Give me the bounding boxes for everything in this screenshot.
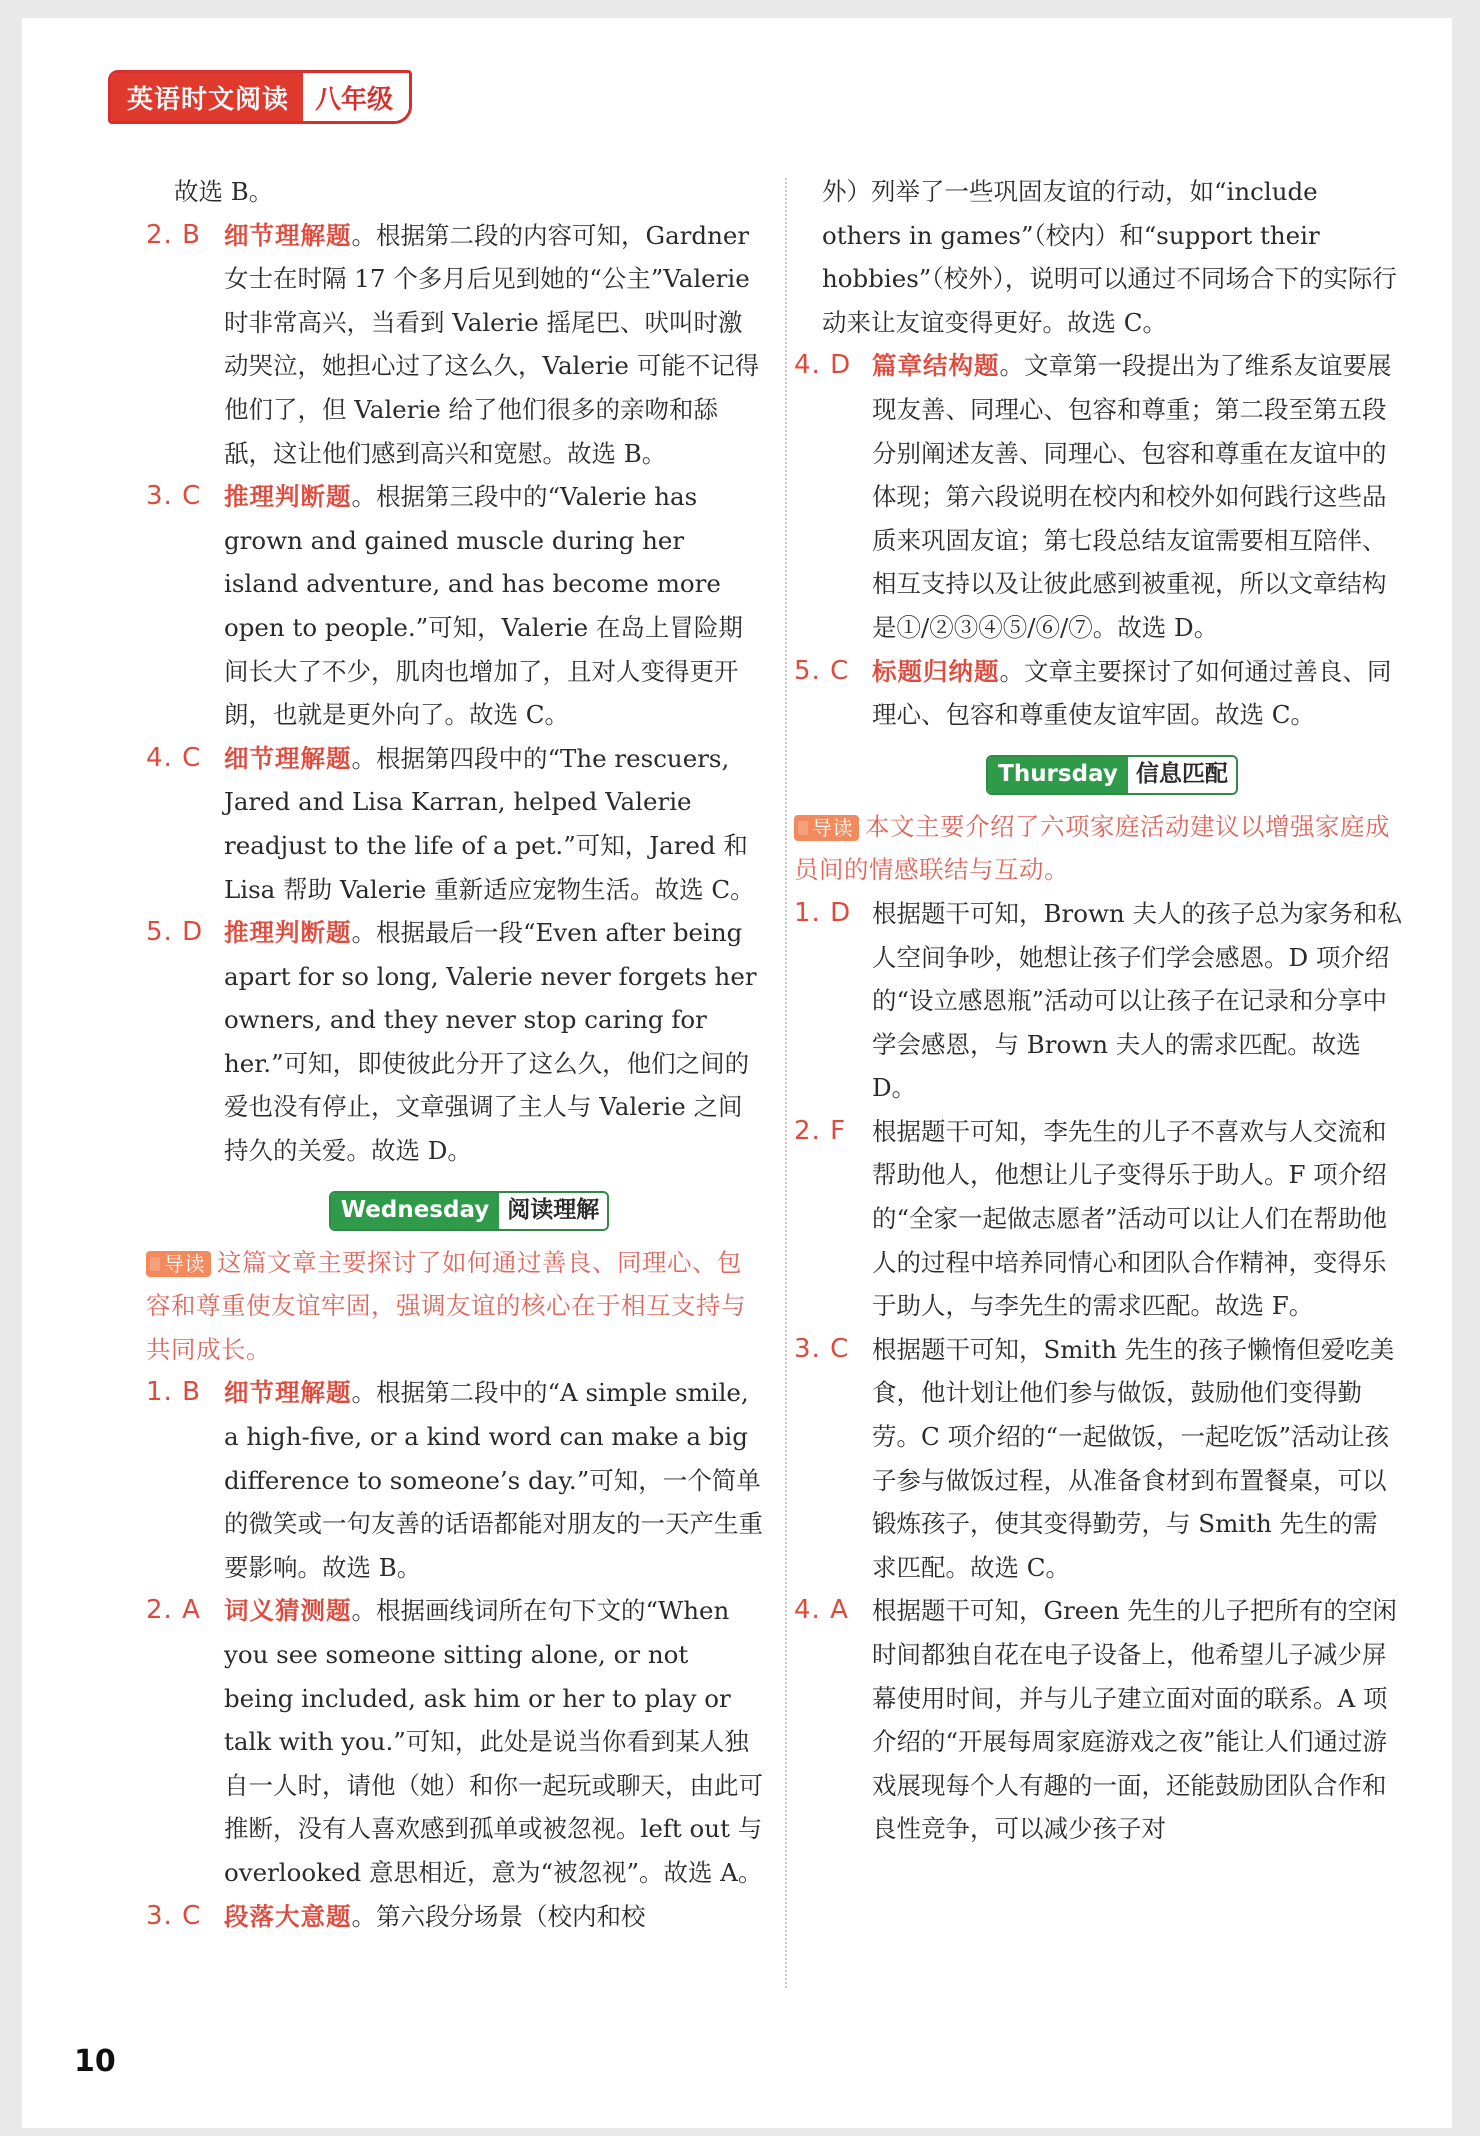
- page: [22, 18, 1452, 2128]
- answer-item: [146, 214, 764, 476]
- answer-explanation: 。第六段分场景（校内和校: [351, 1901, 646, 1931]
- answer-explanation: 。根据第二段中的“A simple smile, a high-five, or a kind word can make a big difference to someone’s day.”可知，一个简单的微笑或一句友善的话语都能对朋友的一天产生重要影响。故选 B。: [224, 1378, 763, 1582]
- banner-day: Wednesday: [331, 1193, 500, 1229]
- question-type: 细节理解题: [224, 1378, 352, 1408]
- answer-explanation: 。文章第一段提出为了维系友谊要展现友善、同理心、包容和尊重；第二段至第五段分别阐述友善、同理心、包容和尊重在友谊中的体现；第六段说明在校内和校外如何践行这些品质来巩固友谊；第七段总结友谊需要相互陪伴、相互支持以及让彼此感到被重视，所以文章结构是①/②③④⑤/⑥/⑦。故选 D。: [872, 351, 1392, 642]
- book-title: 英语时文阅读: [111, 73, 303, 121]
- guide-body: 这篇文章主要探讨了如何通过善良、同理心、包容和尊重使友谊牢固，强调友谊的核心在于相互支持与共同成长。: [146, 1247, 746, 1364]
- answer-item: [146, 911, 764, 1173]
- guide-body: 本文主要介绍了六项家庭活动建议以增强家庭成员间的情感联结与互动。: [794, 811, 1390, 885]
- question-type: 标题归纳题: [872, 656, 1000, 686]
- guide-tag: 导读: [146, 1251, 211, 1277]
- banner-day: Thursday: [988, 757, 1128, 793]
- answer-explanation: 。根据最后一段“Even after being apart for so long, Valerie never forgets her owners, and they never stop caring for her.”可知，即使彼此分开了这么久，他们之间的爱也没有停止，文章强调了主人与 Valerie 之间持久的关爱。故选 D。: [224, 918, 757, 1166]
- answer-item: [794, 1328, 1402, 1590]
- answer-number: 1. D: [794, 897, 852, 928]
- guide-text: [794, 805, 1402, 892]
- section-banner-wednesday: [174, 1191, 764, 1231]
- answer-number: 1. B: [146, 1377, 201, 1408]
- answer-list-a: [146, 214, 764, 1173]
- answer-explanation: 。根据第二段的内容可知，Gardner 女士在时隔 17 个多月后见到她的“公主”Valerie 时非常高兴，当看到 Valerie 摇尾巴、吠叫时激动哭泣，她担心过了这么久，Valerie 可能不记得他们了，但 Valerie 给了他们很多的亲吻和舔舐，这让他们感到高兴和宽慰。故选 B。: [224, 220, 760, 468]
- answer-item: [146, 1895, 764, 1939]
- answer-item: [794, 1589, 1402, 1851]
- section-banner: [329, 1191, 610, 1231]
- guide-tag: 导读: [794, 815, 859, 841]
- answer-number: 3. C: [146, 1900, 202, 1931]
- answer-number: 5. C: [794, 655, 850, 686]
- answer-number: 3. C: [146, 481, 202, 512]
- question-type: 细节理解题: [224, 743, 352, 773]
- answer-explanation: 根据题干可知，Smith 先生的孩子懒惰但爱吃美食，他计划让他们参与做饭，鼓励他们变得勤劳。C 项介绍的“一起做饭，一起吃饭”活动让孩子参与做饭过程，从准备食材到布置餐桌，可以锻炼孩子，使其变得勤劳，与 Smith 先生的需求匹配。故选 C。: [872, 1334, 1395, 1582]
- left-column: [146, 170, 764, 1938]
- answer-list-a: [794, 344, 1402, 736]
- continued-text: 故选 B。: [174, 177, 274, 206]
- answer-number: 2. A: [146, 1595, 201, 1626]
- question-type: 篇章结构题: [872, 351, 1000, 381]
- answer-list-b: [794, 892, 1403, 1851]
- question-type: 细节理解题: [224, 220, 352, 250]
- answer-explanation: 根据题干可知，Green 先生的儿子把所有的空闲时间都独自花在电子设备上，他希望儿子减少屏幕使用时间，并与儿子建立面对面的联系。A 项介绍的“开展每周家庭游戏之夜”能让人们通过游戏展现每个人有趣的一面，还能鼓励团队合作和良性竞争，可以减少孩子对: [872, 1596, 1397, 1844]
- answer-explanation: 根据题干可知，Brown 夫人的孩子总为家务和私人空间争吵，她想让孩子们学会感恩。D 项介绍的“设立感恩瓶”活动可以让孩子在记录和分享中学会感恩，与 Brown 夫人的需求匹配。故选 D。: [872, 898, 1403, 1103]
- answer-explanation: 。文章主要探讨了如何通过善良、同理心、包容和尊重使友谊牢固。故选 C。: [872, 656, 1392, 730]
- question-type: 推理判断题: [224, 918, 352, 948]
- section-banner-thursday: [822, 755, 1402, 795]
- answer-item: [146, 475, 764, 737]
- answer-explanation: 。根据第三段中的“Valerie has grown and gained muscle during her island adventure, and has become more open to people.”可知，Valerie 在岛上冒险期间长大了不少，肌肉也增加了，且对人变得更开朗，也就是更外向了。故选 C。: [224, 482, 743, 730]
- section-banner: [986, 755, 1238, 795]
- banner-type: 信息匹配: [1128, 757, 1236, 793]
- answer-item: [794, 344, 1402, 649]
- guide-text: [146, 1241, 764, 1372]
- column-divider: [785, 178, 787, 1988]
- answer-number: 4. C: [146, 742, 202, 773]
- right-column: [794, 170, 1403, 1851]
- answer-explanation: 根据题干可知，李先生的儿子不喜欢与人交流和帮助他人，他想让儿子变得乐于助人。F 项介绍的“全家一起做志愿者”活动可以让人们在帮助他人的过程中培养同情心和团队合作精神，变得乐于助人，与李先生的需求匹配。故选 F。: [872, 1116, 1388, 1321]
- answer-number: 5. D: [146, 917, 204, 948]
- question-type: 词义猜测题: [224, 1596, 352, 1626]
- question-type: 段落大意题: [224, 1901, 352, 1931]
- answer-item: [146, 1371, 764, 1589]
- answer-explanation: 。根据画线词所在句下文的“When you see someone sitting alone, or not being included, ask him or her to play or talk with you.”可知，此处是说当你看到某人独自一人时，请他（她）和你一起玩或聊天，由此可推断，没有人喜欢感到孤单或被忽视。left out 与 overlooked 意思相近，意为“被忽视”。故选 A。: [224, 1596, 763, 1887]
- answer-number: 4. D: [794, 350, 852, 381]
- answer-number: 4. A: [794, 1595, 849, 1626]
- answer-number: 3. C: [794, 1333, 850, 1364]
- answer-item: [146, 1589, 764, 1894]
- answer-list-b: [146, 1371, 764, 1938]
- answer-number: 2. F: [794, 1115, 847, 1146]
- answer-item: [794, 650, 1402, 737]
- page-number: 10: [74, 2044, 116, 2079]
- answer-item: [146, 737, 764, 911]
- answer-explanation: 。根据第四段中的“The rescuers, Jared and Lisa Karran, helped Valerie readjust to the life of a pet.”可知，Jared 和 Lisa 帮助 Valerie 重新适应宠物生活。故选 C。: [224, 743, 755, 904]
- continued-text: 外）列举了一些巩固友谊的行动，如“include others in games”（校内）和“support their hobbies”（校外），说明可以通过不同场合下的实际行动来让友谊变得更好。故选 C。: [822, 177, 1397, 337]
- answer-item: [794, 1110, 1402, 1328]
- book-header: [108, 70, 412, 124]
- answer-number: 2. B: [146, 219, 201, 250]
- grade-label: 八年级: [303, 73, 409, 121]
- banner-type: 阅读理解: [499, 1193, 607, 1229]
- answer-item: [794, 892, 1403, 1110]
- question-type: 推理判断题: [224, 482, 352, 512]
